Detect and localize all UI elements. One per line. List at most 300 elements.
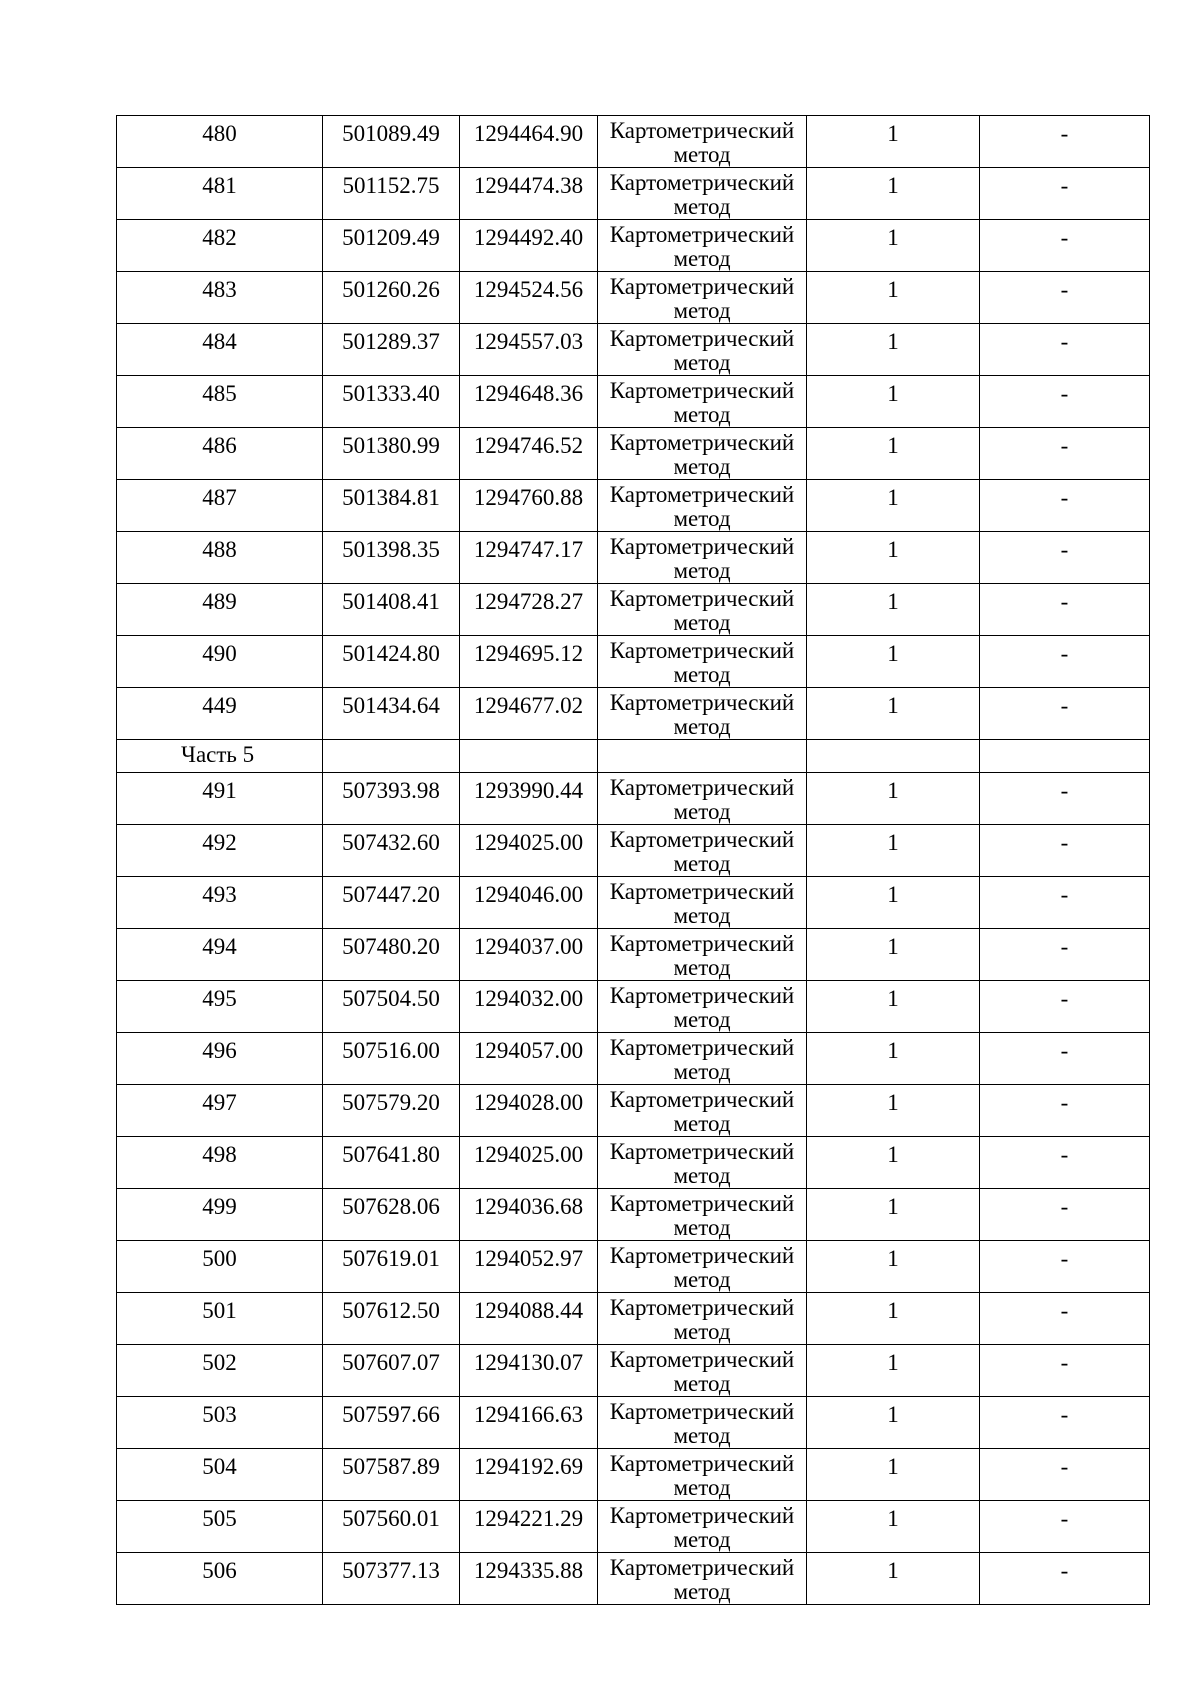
accuracy-cell (807, 877, 980, 929)
method-line-1: Картометрический (609, 534, 795, 559)
method-text (598, 376, 806, 427)
accuracy: 1 (887, 934, 899, 959)
method-line-1: Картометрический (609, 1503, 795, 1528)
coordinate-x-cell (323, 1033, 460, 1085)
coordinate-x-cell (323, 1189, 460, 1241)
note: - (1060, 329, 1069, 354)
coordinate-y: 1294677.02 (473, 693, 584, 718)
point-number: 480 (202, 121, 237, 146)
note-cell (980, 1345, 1150, 1397)
note: - (1060, 1558, 1069, 1583)
method-line-1: Картометрический (609, 827, 795, 852)
point-number-cell (117, 1397, 323, 1449)
method-text (598, 773, 806, 824)
method-text (598, 1553, 806, 1604)
section-empty-cell (807, 740, 980, 773)
method-line-2: метод (673, 799, 731, 824)
section-empty-cell (598, 740, 807, 773)
table-row (117, 773, 1150, 825)
method-text (598, 428, 806, 479)
method-cell (598, 1293, 807, 1345)
point-number: 483 (202, 277, 237, 302)
method-text (598, 688, 806, 739)
method-line-2: метод (673, 851, 731, 876)
coordinate-x: 501152.75 (342, 173, 440, 198)
method-cell (598, 532, 807, 584)
point-number-cell (117, 981, 323, 1033)
accuracy: 1 (887, 329, 899, 354)
point-number: 491 (202, 778, 237, 803)
method-cell (598, 220, 807, 272)
method-line-1: Картометрический (609, 1555, 795, 1580)
point-number-cell (117, 584, 323, 636)
point-number-cell (117, 1033, 323, 1085)
accuracy-cell (807, 532, 980, 584)
method-line-2: метод (673, 662, 731, 687)
coordinate-y-cell (460, 116, 598, 168)
accuracy-cell (807, 584, 980, 636)
coordinate-y: 1294221.29 (473, 1506, 584, 1531)
method-text (598, 1033, 806, 1084)
method-line-1: Картометрический (609, 1087, 795, 1112)
coordinate-x: 507612.50 (342, 1298, 440, 1323)
coordinate-y-cell (460, 773, 598, 825)
coordinate-y-cell (460, 825, 598, 877)
method-text (598, 1085, 806, 1136)
method-text (598, 480, 806, 531)
table-row (117, 1085, 1150, 1137)
note-cell (980, 1189, 1150, 1241)
note-cell (980, 636, 1150, 688)
method-cell (598, 1449, 807, 1501)
point-number: 490 (202, 641, 237, 666)
accuracy: 1 (887, 1558, 899, 1583)
point-number: 500 (202, 1246, 237, 1271)
method-cell (598, 1241, 807, 1293)
point-number-cell (117, 428, 323, 480)
method-cell (598, 1033, 807, 1085)
method-line-2: метод (673, 1215, 731, 1240)
coordinate-x: 507432.60 (342, 830, 440, 855)
note-cell (980, 1241, 1150, 1293)
method-text (598, 1189, 806, 1240)
table-row (117, 688, 1150, 740)
accuracy-cell (807, 428, 980, 480)
section-label-cell (117, 740, 323, 773)
coordinate-x: 501260.26 (342, 277, 440, 302)
note: - (1060, 1038, 1069, 1063)
method-text (598, 1241, 806, 1292)
point-number-cell (117, 1501, 323, 1553)
note: - (1060, 986, 1069, 1011)
note: - (1060, 778, 1069, 803)
table-row (117, 168, 1150, 220)
note: - (1060, 641, 1069, 666)
note-cell (980, 272, 1150, 324)
method-line-1: Картометрический (609, 586, 795, 611)
note: - (1060, 1194, 1069, 1219)
accuracy-cell (807, 1397, 980, 1449)
note-cell (980, 688, 1150, 740)
note-cell (980, 324, 1150, 376)
accuracy: 1 (887, 381, 899, 406)
table-row (117, 272, 1150, 324)
coordinate-y-cell (460, 272, 598, 324)
method-text (598, 584, 806, 635)
coordinate-x: 501333.40 (342, 381, 440, 406)
accuracy-cell (807, 929, 980, 981)
note: - (1060, 589, 1069, 614)
point-number-cell (117, 1345, 323, 1397)
note: - (1060, 1454, 1069, 1479)
note-cell (980, 1085, 1150, 1137)
method-line-2: метод (673, 1371, 731, 1396)
coordinate-x: 507641.80 (342, 1142, 440, 1167)
method-cell (598, 1397, 807, 1449)
coordinate-x-cell (323, 688, 460, 740)
coordinate-y: 1294130.07 (473, 1350, 584, 1375)
point-number: 504 (202, 1454, 237, 1479)
method-text (598, 272, 806, 323)
accuracy: 1 (887, 1246, 899, 1271)
coordinate-y: 1294648.36 (473, 381, 584, 406)
method-line-2: метод (673, 1527, 731, 1552)
method-line-1: Картометрический (609, 879, 795, 904)
method-line-2: метод (673, 955, 731, 980)
accuracy: 1 (887, 641, 899, 666)
coordinate-x-cell (323, 376, 460, 428)
coordinate-x-cell (323, 168, 460, 220)
method-line-2: метод (673, 1059, 731, 1084)
method-line-2: метод (673, 1111, 731, 1136)
accuracy: 1 (887, 882, 899, 907)
method-line-1: Картометрический (609, 274, 795, 299)
note: - (1060, 277, 1069, 302)
coordinate-y: 1294025.00 (473, 1142, 584, 1167)
coordinate-x: 507447.20 (342, 882, 440, 907)
coordinate-y-cell (460, 929, 598, 981)
method-line-2: метод (673, 558, 731, 583)
point-number: 501 (202, 1298, 237, 1323)
point-number: 506 (202, 1558, 237, 1583)
table-row (117, 324, 1150, 376)
method-text (598, 532, 806, 583)
coordinate-y-cell (460, 1397, 598, 1449)
accuracy: 1 (887, 986, 899, 1011)
note: - (1060, 381, 1069, 406)
point-number: 489 (202, 589, 237, 614)
coordinate-y: 1294746.52 (473, 433, 584, 458)
accuracy: 1 (887, 1038, 899, 1063)
coordinate-y: 1294557.03 (473, 329, 584, 354)
accuracy: 1 (887, 830, 899, 855)
accuracy: 1 (887, 225, 899, 250)
note: - (1060, 934, 1069, 959)
note-cell (980, 1501, 1150, 1553)
note: - (1060, 1142, 1069, 1167)
coordinate-x-cell (323, 773, 460, 825)
method-cell (598, 929, 807, 981)
coordinate-y: 1294025.00 (473, 830, 584, 855)
table-row (117, 220, 1150, 272)
coordinate-y: 1294166.63 (473, 1402, 584, 1427)
point-number: 484 (202, 329, 237, 354)
method-line-1: Картометрический (609, 482, 795, 507)
method-cell (598, 376, 807, 428)
coordinate-y-cell (460, 1449, 598, 1501)
coordinate-x-cell (323, 1501, 460, 1553)
accuracy-cell (807, 272, 980, 324)
coordinate-x-cell (323, 825, 460, 877)
accuracy-cell (807, 1345, 980, 1397)
accuracy-cell (807, 376, 980, 428)
coordinate-x-cell (323, 532, 460, 584)
method-line-2: метод (673, 506, 731, 531)
coordinate-y: 1294747.17 (473, 537, 584, 562)
coordinate-y-cell (460, 1189, 598, 1241)
table-row (117, 376, 1150, 428)
method-cell (598, 636, 807, 688)
coordinate-x: 507628.06 (342, 1194, 440, 1219)
method-line-2: метод (673, 1319, 731, 1344)
method-line-1: Картометрический (609, 983, 795, 1008)
coordinate-x-cell (323, 981, 460, 1033)
accuracy-cell (807, 1241, 980, 1293)
point-number-cell (117, 168, 323, 220)
method-line-2: метод (673, 402, 731, 427)
coordinate-x: 501384.81 (342, 485, 440, 510)
coordinate-x-cell (323, 1085, 460, 1137)
accuracy-cell (807, 1449, 980, 1501)
method-line-1: Картометрический (609, 1399, 795, 1424)
method-cell (598, 688, 807, 740)
point-number-cell (117, 272, 323, 324)
method-line-2: метод (673, 610, 731, 635)
method-cell (598, 1345, 807, 1397)
accuracy-cell (807, 1189, 980, 1241)
method-line-1: Картометрический (609, 222, 795, 247)
coordinate-y: 1294046.00 (473, 882, 584, 907)
coordinate-y: 1294464.90 (473, 121, 584, 146)
method-line-2: метод (673, 298, 731, 323)
table-row (117, 1345, 1150, 1397)
point-number-cell (117, 324, 323, 376)
method-cell (598, 324, 807, 376)
note: - (1060, 693, 1069, 718)
method-line-2: метод (673, 454, 731, 479)
section-label: Часть 5 (181, 742, 255, 767)
note: - (1060, 882, 1069, 907)
method-cell (598, 168, 807, 220)
table-row (117, 480, 1150, 532)
coordinate-x: 507393.98 (342, 778, 440, 803)
accuracy-cell (807, 688, 980, 740)
coordinate-x: 501289.37 (342, 329, 440, 354)
method-line-1: Картометрический (609, 1243, 795, 1268)
accuracy: 1 (887, 1142, 899, 1167)
table-row (117, 428, 1150, 480)
method-cell (598, 428, 807, 480)
method-text (598, 1293, 806, 1344)
coordinate-x: 507480.20 (342, 934, 440, 959)
coordinate-y-cell (460, 1085, 598, 1137)
point-number: 485 (202, 381, 237, 406)
table-body (117, 116, 1150, 1605)
point-number-cell (117, 376, 323, 428)
coordinate-x: 507377.13 (342, 1558, 440, 1583)
method-line-1: Картометрический (609, 1139, 795, 1164)
note-cell (980, 929, 1150, 981)
point-number-cell (117, 877, 323, 929)
coordinate-x-cell (323, 1137, 460, 1189)
point-number-cell (117, 825, 323, 877)
accuracy: 1 (887, 1090, 899, 1115)
method-text (598, 220, 806, 271)
method-line-1: Картометрический (609, 931, 795, 956)
accuracy-cell (807, 220, 980, 272)
table-row (117, 1501, 1150, 1553)
accuracy: 1 (887, 693, 899, 718)
section-header-row (117, 740, 1150, 773)
coordinates-table (116, 115, 1150, 1605)
accuracy-cell (807, 324, 980, 376)
method-line-2: метод (673, 1423, 731, 1448)
accuracy-cell (807, 1137, 980, 1189)
coordinate-x-cell (323, 1293, 460, 1345)
note-cell (980, 1449, 1150, 1501)
accuracy: 1 (887, 121, 899, 146)
accuracy: 1 (887, 1454, 899, 1479)
coordinate-x: 507607.07 (342, 1350, 440, 1375)
method-cell (598, 773, 807, 825)
point-number-cell (117, 116, 323, 168)
coordinate-x: 507597.66 (342, 1402, 440, 1427)
point-number: 497 (202, 1090, 237, 1115)
note-cell (980, 376, 1150, 428)
method-line-2: метод (673, 246, 731, 271)
accuracy-cell (807, 981, 980, 1033)
method-text (598, 1449, 806, 1500)
accuracy-cell (807, 773, 980, 825)
coordinate-y: 1294695.12 (473, 641, 584, 666)
note-cell (980, 480, 1150, 532)
method-line-2: метод (673, 903, 731, 928)
method-line-2: метод (673, 1475, 731, 1500)
accuracy-cell (807, 168, 980, 220)
accuracy-cell (807, 636, 980, 688)
point-number-cell (117, 532, 323, 584)
note-cell (980, 825, 1150, 877)
coordinate-y-cell (460, 584, 598, 636)
note-cell (980, 1033, 1150, 1085)
point-number: 505 (202, 1506, 237, 1531)
point-number: 503 (202, 1402, 237, 1427)
method-cell (598, 1085, 807, 1137)
point-number: 498 (202, 1142, 237, 1167)
note: - (1060, 1506, 1069, 1531)
method-line-1: Картометрический (609, 1347, 795, 1372)
note-cell (980, 428, 1150, 480)
coordinate-y-cell (460, 428, 598, 480)
method-text (598, 116, 806, 167)
coordinate-y-cell (460, 981, 598, 1033)
point-number-cell (117, 1137, 323, 1189)
section-empty-cell (980, 740, 1150, 773)
coordinate-x-cell (323, 929, 460, 981)
method-cell (598, 1137, 807, 1189)
note: - (1060, 1402, 1069, 1427)
method-cell (598, 272, 807, 324)
note-cell (980, 1137, 1150, 1189)
coordinate-x: 501089.49 (342, 121, 440, 146)
coordinate-x: 507587.89 (342, 1454, 440, 1479)
note-cell (980, 773, 1150, 825)
point-number-cell (117, 1449, 323, 1501)
method-line-1: Картометрический (609, 118, 795, 143)
method-text (598, 981, 806, 1032)
table-row (117, 929, 1150, 981)
coordinate-y: 1294028.00 (473, 1090, 584, 1115)
note-cell (980, 877, 1150, 929)
accuracy-cell (807, 480, 980, 532)
note-cell (980, 168, 1150, 220)
note: - (1060, 121, 1069, 146)
coordinate-x-cell (323, 584, 460, 636)
method-line-1: Картометрический (609, 378, 795, 403)
coordinate-y-cell (460, 1345, 598, 1397)
note: - (1060, 173, 1069, 198)
coordinate-y-cell (460, 636, 598, 688)
method-line-2: метод (673, 350, 731, 375)
method-line-2: метод (673, 142, 731, 167)
coordinate-y-cell (460, 688, 598, 740)
coordinate-y: 1294036.68 (473, 1194, 584, 1219)
point-number-cell (117, 1553, 323, 1605)
coordinate-x-cell (323, 272, 460, 324)
coordinate-x: 501398.35 (342, 537, 440, 562)
coordinate-y-cell (460, 1241, 598, 1293)
coordinate-y: 1294032.00 (473, 986, 584, 1011)
point-number-cell (117, 1085, 323, 1137)
coordinate-y: 1294192.69 (473, 1454, 584, 1479)
table-row (117, 1553, 1150, 1605)
method-line-1: Картометрический (609, 775, 795, 800)
method-text (598, 1137, 806, 1188)
point-number: 481 (202, 173, 237, 198)
note: - (1060, 433, 1069, 458)
note-cell (980, 220, 1150, 272)
method-line-2: метод (673, 1267, 731, 1292)
method-cell (598, 981, 807, 1033)
coordinate-x: 507579.20 (342, 1090, 440, 1115)
method-text (598, 324, 806, 375)
coordinate-y-cell (460, 376, 598, 428)
coordinate-y: 1294052.97 (473, 1246, 584, 1271)
note-cell (980, 1553, 1150, 1605)
table-row (117, 1241, 1150, 1293)
note: - (1060, 537, 1069, 562)
coordinate-x-cell (323, 480, 460, 532)
coordinate-x: 507516.00 (342, 1038, 440, 1063)
coordinate-y: 1294474.38 (473, 173, 584, 198)
coordinate-y: 1294057.00 (473, 1038, 584, 1063)
point-number-cell (117, 1293, 323, 1345)
method-line-1: Картометрический (609, 1295, 795, 1320)
table-row (117, 1033, 1150, 1085)
point-number: 499 (202, 1194, 237, 1219)
coordinate-y: 1294088.44 (473, 1298, 584, 1323)
section-empty-cell (460, 740, 598, 773)
